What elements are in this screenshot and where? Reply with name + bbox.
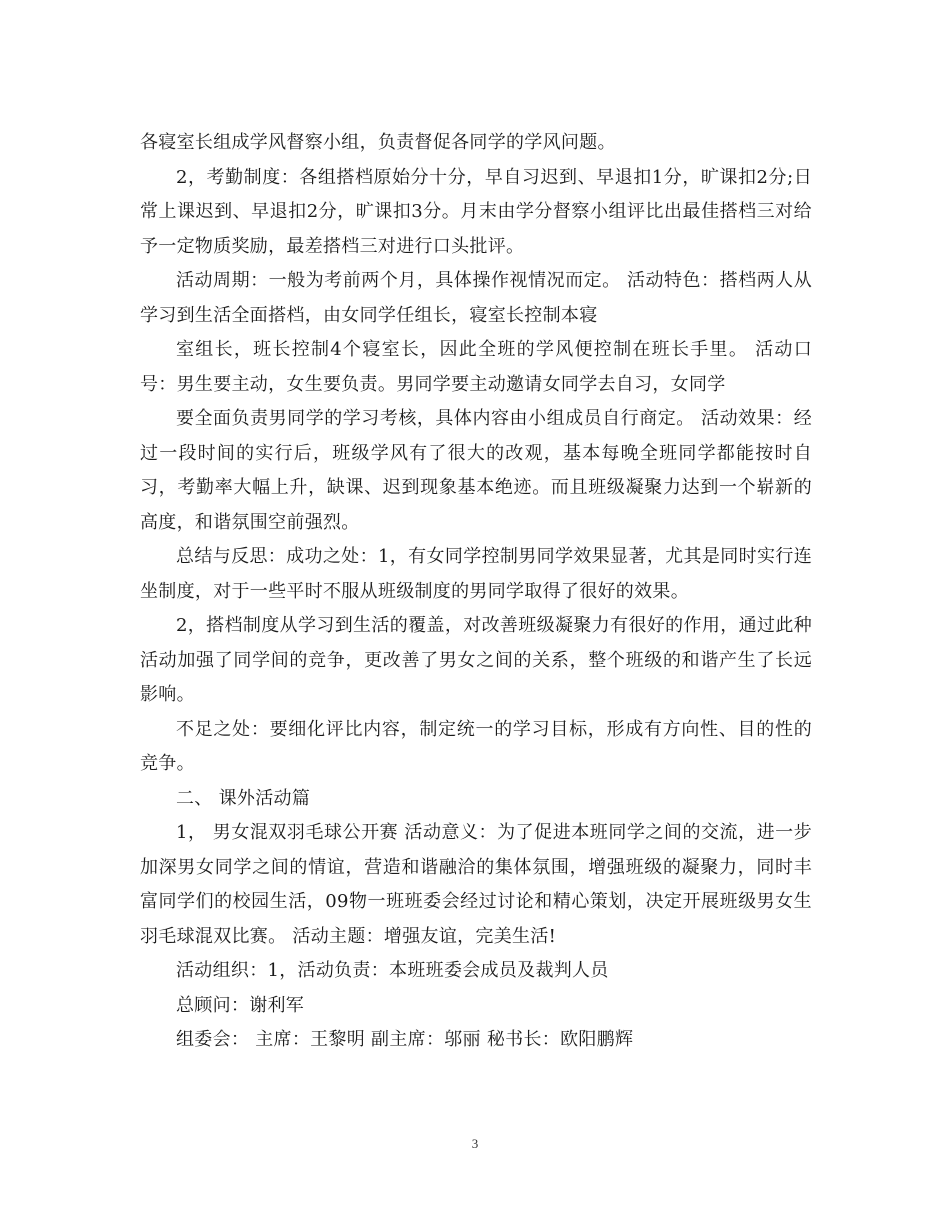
paragraph-6: 总结与反思：成功之处：1，有女同学控制男同学效果显著，尤其是同时实行连坐制度，对于一些平时不服从班级制度的男同学取得了很好的效果。: [140, 546, 812, 602]
paragraph-2: 2，考勤制度：各组搭档原始分十分，早自习迟到、早退扣1分，旷课扣2分;日常上课迟到、早退扣2分，旷课扣3分。月末由学分督察小组评比出最佳搭档三对给予一定物质奖励，最差搭档三对进行口头批评。: [140, 166, 812, 257]
paragraph-7: 2，搭档制度从学习到生活的覆盖，对改善班级凝聚力有很好的作用，通过此种活动加强了同学间的竞争，更改善了男女之间的关系，整个班级的和谐产生了长远影响。: [140, 615, 812, 705]
document-body: [140, 126, 812, 1058]
paragraph-3: 活动周期：一般为考前两个月，具体操作视情况而定。 活动特色：搭档两人从学习到生活全面搭档，由女同学任组长，寝室长控制本寝: [140, 270, 812, 326]
paragraph-9: 1， 男女混双羽毛球公开赛 活动意义：为了促进本班同学之间的交流，进一步加深男女同学之间的情谊，营造和谐融洽的集体氛围，增强班级的凝聚力，同时丰富同学们的校园生活，09物一班班委会经过讨论和精心策划，决定开展班级男女生羽毛球混双比赛。 活动主题：增强友谊，完美生活!: [140, 822, 812, 947]
paragraph-4: 室组长，班长控制4个寝室长，因此全班的学风便控制在班长手里。 活动口号：男生要主动，女生要负责。男同学要主动邀请女同学去自习，女同学: [140, 339, 812, 395]
paragraph-10: 活动组织：1，活动负责：本班班委会成员及裁判人员: [176, 960, 609, 981]
paragraph-12: 组委会： 主席：王黎明 副主席：邬丽 秘书长：欧阳鹏辉: [176, 1029, 634, 1050]
paragraph-1: 各寝室长组成学风督察小组，负责督促各同学的学风问题。: [140, 132, 616, 153]
paragraph-8: 不足之处：要细化评比内容，制定统一的学习目标，形成有方向性、目的性的竞争。: [140, 718, 812, 774]
paragraph-11: 总顾问：谢利军: [176, 994, 305, 1016]
paragraph-5: 要全面负责男同学的学习考核，具体内容由小组成员自行商定。 活动效果：经过一段时间的实行后，班级学风有了很大的改观，基本每晚全班同学都能按时自习，考勤率大幅上升，缺课、迟到现象基本绝迹。而且班级凝聚力达到一个崭新的高度，和谐氛围空前强烈。: [140, 408, 812, 533]
page-number: 3: [471, 1136, 479, 1151]
section-heading: 二、 课外活动篇: [176, 787, 311, 809]
